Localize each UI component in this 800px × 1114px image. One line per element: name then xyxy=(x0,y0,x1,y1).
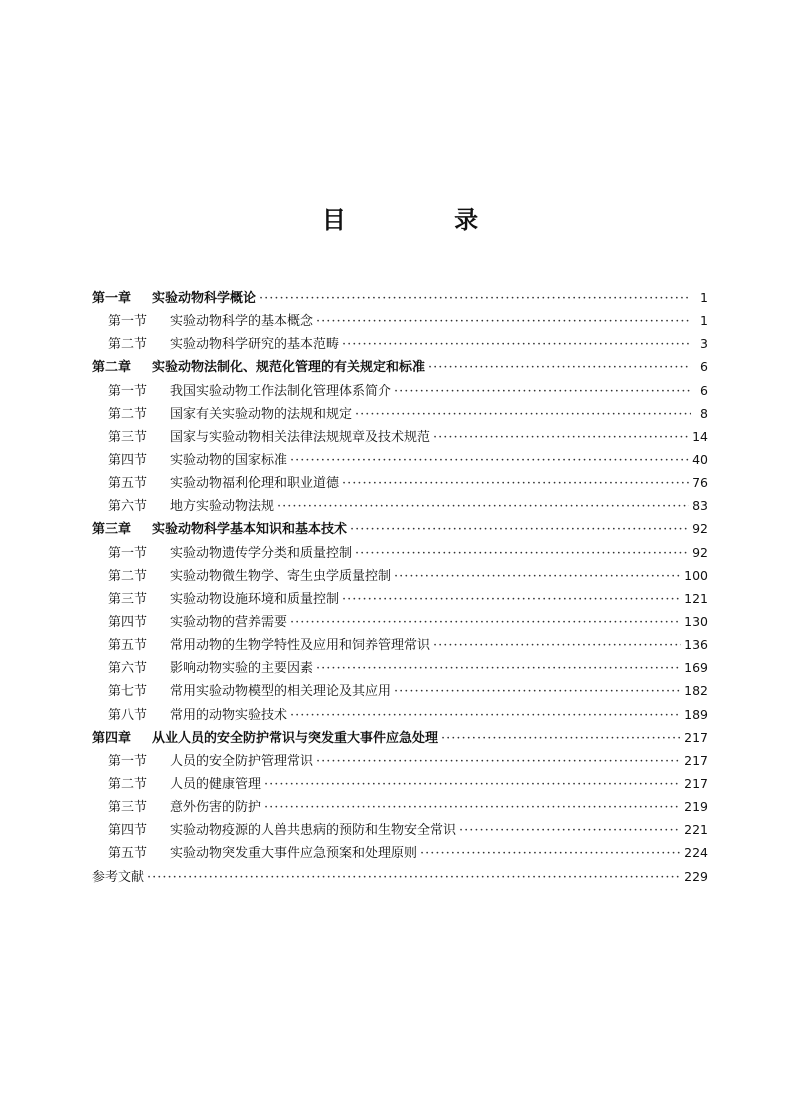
toc-section-entry[interactable] xyxy=(92,656,708,679)
page-title: 目 录 xyxy=(321,205,529,234)
toc-entry-page-number: 1 xyxy=(700,290,708,305)
toc-entry-label: 第二节 xyxy=(108,568,148,584)
toc-entry-title: 实验动物设施环境和质量控制 xyxy=(170,591,340,607)
toc-entry-page-number: 182 xyxy=(684,683,708,699)
toc-entry-label: 第三节 xyxy=(108,591,148,607)
dot-leader xyxy=(420,842,681,865)
toc-entry-label: 第二节 xyxy=(108,337,148,353)
dot-leader xyxy=(355,403,691,426)
toc-entry-page-number: 8 xyxy=(700,405,708,421)
toc-section-entry[interactable] xyxy=(92,749,708,772)
toc-entry-title: 我国实验动物工作法制化管理体系简介 xyxy=(170,383,392,399)
toc-entry-label: 第一节 xyxy=(108,545,148,561)
dot-leader xyxy=(394,680,681,703)
toc-entry-page-number: 169 xyxy=(684,660,708,676)
dot-leader xyxy=(433,634,681,657)
toc-entry-label: 第三节 xyxy=(108,429,148,445)
toc-entry-page-number: 6 xyxy=(700,382,708,398)
toc-entry-label: 第六节 xyxy=(108,661,148,677)
toc-entry-page-number: 217 xyxy=(684,775,708,791)
toc-section-entry[interactable] xyxy=(92,772,708,795)
toc-entry-page-number: 40 xyxy=(692,451,708,467)
toc-entry-title: 实验动物法制化、规范化管理的有关规定和标准 xyxy=(152,360,426,376)
toc-section-entry[interactable] xyxy=(92,587,708,610)
toc-entry-title: 从业人员的安全防护常识与突发重大事件应急处理 xyxy=(152,730,439,746)
dot-leader xyxy=(342,588,681,611)
toc-entry-title: 实验动物的国家标准 xyxy=(170,452,288,468)
toc-entry-title: 地方实验动物法规 xyxy=(170,499,275,515)
toc-entry-label: 第五节 xyxy=(108,476,148,492)
toc-entry-title: 国家有关实验动物的法规和规定 xyxy=(170,406,353,422)
toc-entry-page-number: 100 xyxy=(684,567,708,583)
toc-entry-label: 第四节 xyxy=(108,823,148,839)
toc-entry-title: 实验动物突发重大事件应急预案和处理原则 xyxy=(170,846,418,862)
toc-entry-title: 影响动物实验的主要因素 xyxy=(170,661,314,677)
toc-section-entry[interactable] xyxy=(92,841,708,864)
toc-entry-title: 实验动物疫源的人兽共患病的预防和生物安全常识 xyxy=(170,823,457,839)
dot-leader xyxy=(342,472,689,495)
toc-entry-page-number: 219 xyxy=(684,799,708,815)
toc-entry-title: 人员的健康管理 xyxy=(170,776,262,792)
toc-entry-page-number: 121 xyxy=(684,590,708,606)
dot-leader xyxy=(459,819,681,842)
toc-entry-title: 实验动物福利伦理和职业道德 xyxy=(170,476,340,492)
dot-leader xyxy=(290,449,689,472)
toc-entry-page-number: 92 xyxy=(692,521,708,537)
toc-entry-page-number: 217 xyxy=(684,752,708,768)
toc-entry-page-number: 1 xyxy=(700,313,708,329)
toc-entry-label: 第一节 xyxy=(108,753,148,769)
toc-entry-title: 实验动物微生物学、寄生虫学质量控制 xyxy=(170,568,392,584)
dot-leader xyxy=(394,380,691,403)
dot-leader xyxy=(342,333,691,356)
dot-leader xyxy=(428,356,691,379)
dot-leader xyxy=(433,426,689,449)
toc-entry-label: 第一节 xyxy=(108,314,148,330)
toc-section-entry[interactable] xyxy=(92,679,708,702)
toc-section-entry[interactable] xyxy=(92,564,708,587)
toc-chapter-entry[interactable] xyxy=(92,355,708,378)
toc-entry-page-number: 229 xyxy=(684,868,708,884)
toc-entry-title: 意外伤害的防护 xyxy=(170,800,262,816)
toc-section-entry[interactable] xyxy=(92,633,708,656)
toc-entry-page-number: 6 xyxy=(700,359,708,375)
dot-leader xyxy=(147,866,681,889)
toc-chapter-entry[interactable] xyxy=(92,517,708,540)
toc-section-entry[interactable] xyxy=(92,425,708,448)
toc-entry[interactable] xyxy=(92,865,708,888)
toc-entry-label: 第一节 xyxy=(108,383,148,399)
toc-section-entry[interactable] xyxy=(92,402,708,425)
toc-entry-page-number: 217 xyxy=(684,729,708,745)
toc-entry-label: 第一章 xyxy=(92,291,132,306)
toc-entry-page-number: 3 xyxy=(700,336,708,352)
toc-entry-page-number: 92 xyxy=(692,544,708,560)
toc-entry-title: 参考文献 xyxy=(92,869,145,885)
toc-entry-label: 第三节 xyxy=(108,800,148,816)
toc-section-entry[interactable] xyxy=(92,610,708,633)
toc-section-entry[interactable] xyxy=(92,494,708,517)
dot-leader xyxy=(277,495,689,518)
dot-leader xyxy=(355,542,689,565)
toc-entry-title: 实验动物遗传学分类和质量控制 xyxy=(170,545,353,561)
toc-entry-label: 第五节 xyxy=(108,638,148,654)
toc-entry-label: 第八节 xyxy=(108,707,148,723)
dot-leader xyxy=(316,750,681,773)
toc-entry-page-number: 130 xyxy=(684,613,708,629)
toc-entry-label: 第三章 xyxy=(92,522,132,538)
dot-leader xyxy=(350,518,689,541)
toc-entry-title: 常用动物的生物学特性及应用和饲养管理常识 xyxy=(170,638,431,654)
dot-leader xyxy=(264,773,681,796)
toc-section-entry[interactable] xyxy=(92,818,708,841)
toc-section-entry[interactable] xyxy=(92,795,708,818)
dot-leader xyxy=(394,565,681,588)
dot-leader xyxy=(290,704,681,727)
toc-entry-label: 第七节 xyxy=(108,684,148,700)
dot-leader xyxy=(259,287,691,310)
toc-entry-title: 实验动物科学的基本概念 xyxy=(170,314,314,330)
toc-entry-label: 第四节 xyxy=(108,452,148,468)
toc-section-entry[interactable] xyxy=(92,379,708,402)
toc-section-entry[interactable] xyxy=(92,703,708,726)
toc-entry-title: 实验动物科学概论 xyxy=(152,291,257,306)
toc-entry-label: 第二节 xyxy=(108,406,148,422)
toc-section-entry[interactable] xyxy=(92,448,708,471)
dot-leader xyxy=(316,310,691,333)
toc-entry-title: 国家与实验动物相关法律法规规章及技术规范 xyxy=(170,429,431,445)
toc-section-entry[interactable] xyxy=(92,541,708,564)
toc-entry-label: 第四节 xyxy=(108,614,148,630)
toc-section-entry[interactable] xyxy=(92,332,708,355)
toc-entry-page-number: 83 xyxy=(692,498,708,514)
toc-entry-page-number: 136 xyxy=(684,637,708,653)
toc-entry-title: 常用实验动物模型的相关理论及其应用 xyxy=(170,684,392,700)
toc-entry-title: 实验动物科学研究的基本范畴 xyxy=(170,337,340,353)
toc-section-entry[interactable] xyxy=(92,309,708,332)
toc-entry-title: 常用的动物实验技术 xyxy=(170,707,288,723)
toc-section-entry[interactable] xyxy=(92,471,708,494)
dot-leader xyxy=(316,657,681,680)
toc-entry-page-number: 221 xyxy=(684,822,708,838)
toc-entry-title: 人员的安全防护管理常识 xyxy=(170,753,314,769)
dot-leader xyxy=(441,727,681,750)
toc-entry-title: 实验动物科学基本知识和基本技术 xyxy=(152,522,348,538)
toc-entry-page-number: 224 xyxy=(684,845,708,861)
table-of-contents xyxy=(92,286,708,888)
toc-entry-page-number: 189 xyxy=(684,706,708,722)
toc-entry-label: 第二节 xyxy=(108,776,148,792)
toc-entry-label: 第四章 xyxy=(92,730,132,746)
toc-entry-label: 第二章 xyxy=(92,360,132,376)
toc-entry-page-number: 14 xyxy=(692,428,708,444)
toc-entry-title: 实验动物的营养需要 xyxy=(170,614,288,630)
toc-entry-label: 第五节 xyxy=(108,846,148,862)
toc-entry-page-number: 76 xyxy=(692,475,708,491)
dot-leader xyxy=(264,796,681,819)
toc-chapter-entry[interactable] xyxy=(92,286,708,309)
toc-chapter-entry[interactable] xyxy=(92,726,708,749)
toc-entry-label: 第六节 xyxy=(108,499,148,515)
dot-leader xyxy=(290,611,681,634)
